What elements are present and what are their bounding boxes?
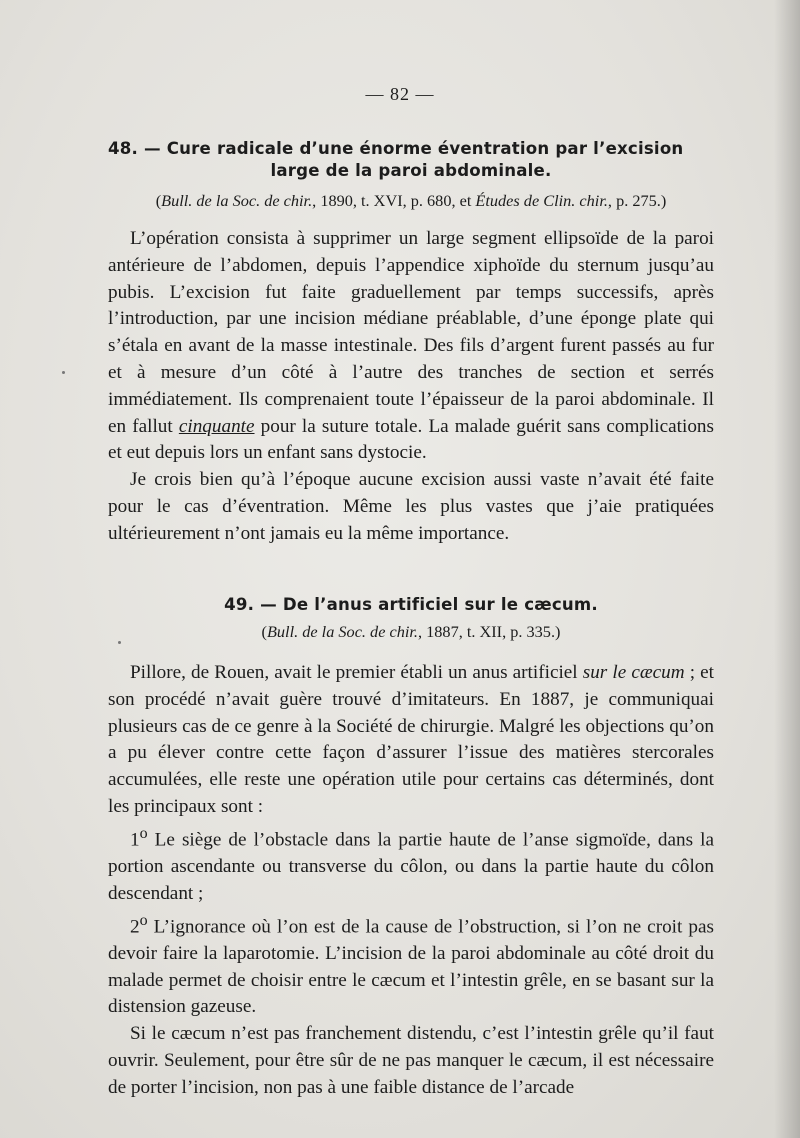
paper-speck	[62, 371, 65, 374]
ref-journal: Bull. de la Soc. de chir.	[161, 191, 313, 210]
ref-open-paren: (	[155, 191, 162, 210]
section-48-title-line2: large de la paroi abdominale.	[270, 161, 552, 180]
ref-book: Études de Clin. chir.	[475, 191, 608, 210]
ordinal-mark: o	[139, 911, 148, 929]
section-49-reference	[108, 621, 714, 643]
section-48-paragraph-1	[108, 226, 714, 467]
section-49-title	[108, 594, 714, 616]
emphasized-word: cinquante	[178, 415, 255, 437]
section-48-title	[108, 138, 714, 182]
item-text: Le siège de l’obstacle dans la partie haute de l’anse sigmoïde, dans la portion ascendante ou transverse du côlon, ou dans la partie haute du côlon descendant ;	[108, 829, 714, 904]
page-edge-shadow	[774, 0, 800, 1138]
text-span: pour la suture totale. La malade guérit sans complications et eut depuis lors un enfant sans dystocie.	[108, 415, 714, 464]
text-span: ; et son procédé n’avait guère trouvé d’imitateurs. En 1887, je communiquai plusieurs cas de ce genre à la Société de chirurgie. Malgré les objections qu’on a pu élever contre cette façon d’assurer l’issue des matières stercorales accumulées, elle reste une opération utile pour certains cas déterminés, dont les principaux sont :	[108, 662, 714, 817]
ref-open-paren: (	[261, 622, 267, 641]
italic-phrase: sur le cæcum	[582, 662, 685, 683]
title-dash: —	[143, 139, 161, 158]
ref-details: , 1887, t. XII, p. 335.)	[418, 622, 561, 641]
section-48-title-line1: Cure radicale d’une énorme éventration par l’excision	[166, 139, 684, 158]
section-49-title-text: De l’anus artificiel sur le cæcum.	[282, 595, 598, 614]
list-item-2	[108, 908, 714, 1022]
section-48-reference	[108, 190, 714, 212]
ordinal-mark: o	[139, 824, 148, 842]
section-49-paragraph-1	[108, 660, 714, 821]
section-48-body	[108, 226, 714, 548]
list-item-1	[108, 821, 714, 908]
text-span: L’opération consista à supprimer un large segment ellipsoïde de la paroi antérieure de l’abdomen, depuis l’appendice xiphoïde du sternum jusqu’au pubis. L’excision fut faite graduellement par temps successifs, après l’introduction, par une incision médiane préablable, d’une éponge plate qui s’étala en avant de la masse intestinale. Des fils d’argent furent passés au fur et à mesure d’un côté à l’autre des tranches de section et serrés immédiatement. Ils comprenaient toute l’épaisseur de la paroi abdominale. Il en fallut	[108, 228, 714, 437]
title-dash: —	[260, 595, 277, 614]
section-48-number: 48.	[108, 139, 138, 158]
section-48-paragraph-2: Je crois bien qu’à l’époque aucune excision aussi vaste n’avait été faite pour le cas d’éventration. Même les plus vastes que j’aie pratiquées ultérieurement n’ont jamais eu la même importance.	[108, 469, 714, 544]
section-49-body	[108, 660, 714, 1102]
page-number: — 82 —	[365, 84, 435, 104]
item-text: L’ignorance où l’on est de la cause de l’obstruction, si l’on ne croit pas devoir faire la laparotomie. L’incision de la paroi abdominale au côté droit du malade permet de choisir entre le cæcum et l’intestin grêle, en se basant sur la distension gazeuse.	[108, 915, 714, 1018]
section-49-paragraph-last: Si le cæcum n’est pas franchement distendu, c’est l’intestin grêle qu’il faut ouvrir. Seulement, pour être sûr de ne pas manquer le cæcum, il est nécessaire de porter l’incision, non pas à une faible distance de l’arcade	[108, 1023, 714, 1098]
ref-journal: Bull. de la Soc. de chir.	[266, 622, 418, 641]
text-span: Pillore, de Rouen, avait le premier établi un anus artificiel	[130, 662, 583, 683]
item-number: 1	[130, 829, 140, 851]
item-number: 2	[130, 915, 140, 937]
ref-close: , p. 275.)	[607, 191, 667, 210]
ref-details: , 1890, t. XVI, p. 680, et	[312, 191, 476, 210]
section-49-number: 49.	[224, 595, 255, 614]
